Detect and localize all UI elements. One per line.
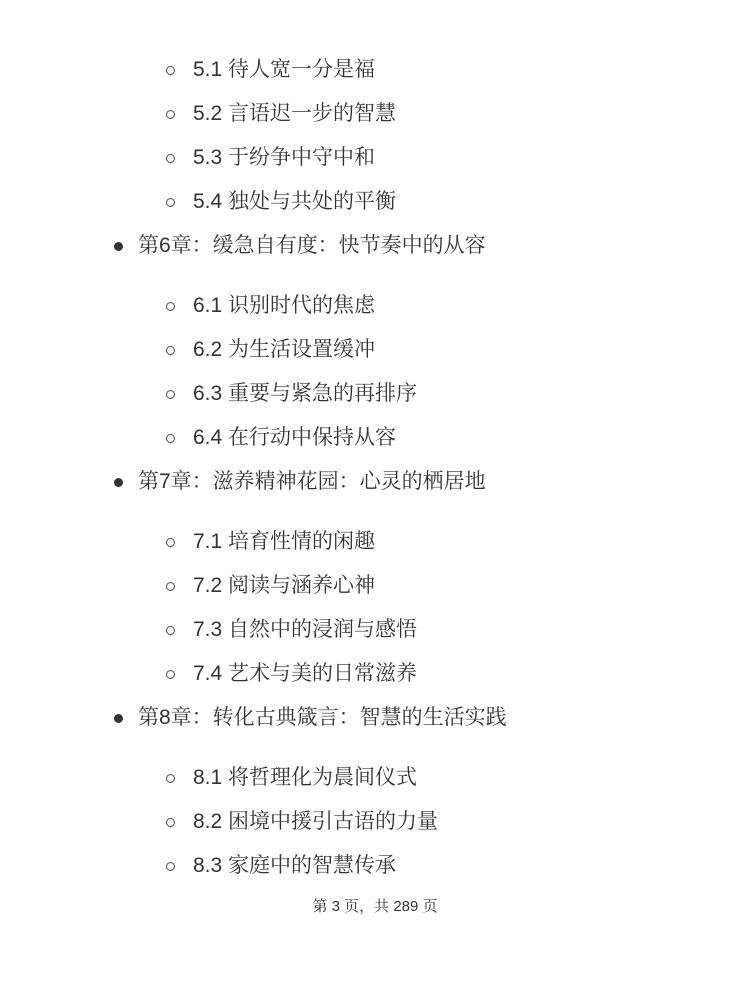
toc-subitem-label: 7.2 阅读与涵养心神: [193, 574, 376, 597]
page-indicator: 第 3 页，共 289 页: [312, 898, 438, 915]
chapter-subitem-list: [0, 292, 750, 452]
chapter-subitem-list: [0, 528, 750, 688]
circle-bullet-icon: [166, 302, 175, 311]
chapter-title: 第8章：转化古典箴言：智慧的生活实践: [138, 706, 507, 729]
toc-subitem: [0, 764, 750, 792]
circle-bullet-icon: [166, 670, 175, 679]
toc-subitem-label: 5.1 待人宽一分是福: [193, 58, 376, 81]
toc-subitem-label: 8.3 家庭中的智慧传承: [193, 854, 397, 877]
toc-subitem: [0, 188, 750, 216]
toc-subitem: [0, 424, 750, 452]
toc-subitem-label: 6.1 识别时代的焦虑: [193, 294, 376, 317]
toc-subitem: [0, 144, 750, 172]
toc-subitem-label: 8.1 将哲理化为晨间仪式: [193, 766, 418, 789]
toc-subitem-label: 6.3 重要与紧急的再排序: [193, 382, 418, 405]
circle-bullet-icon: [166, 538, 175, 547]
toc-subitem-label: 5.3 于纷争中守中和: [193, 146, 376, 169]
toc-chapter: [0, 468, 750, 688]
toc-subitem: [0, 572, 750, 600]
circle-bullet-icon: [166, 154, 175, 163]
disc-bullet-icon: [114, 242, 123, 251]
chapter-heading: [0, 704, 750, 732]
chapter-heading: [0, 232, 750, 260]
circle-bullet-icon: [166, 862, 175, 871]
circle-bullet-icon: [166, 198, 175, 207]
toc-subitem: [0, 528, 750, 556]
toc-chapter: [0, 232, 750, 452]
toc-chapter: [0, 704, 750, 880]
toc-subitem: [0, 616, 750, 644]
toc-subitem: [0, 336, 750, 364]
toc-subitem: [0, 292, 750, 320]
circle-bullet-icon: [166, 110, 175, 119]
toc-subitem: [0, 100, 750, 128]
toc-subitem: [0, 380, 750, 408]
circle-bullet-icon: [166, 626, 175, 635]
chapter-5-subitem-list: [0, 56, 750, 216]
circle-bullet-icon: [166, 774, 175, 783]
circle-bullet-icon: [166, 434, 175, 443]
circle-bullet-icon: [166, 66, 175, 75]
toc-subitem: [0, 56, 750, 84]
toc-subitem-label: 7.4 艺术与美的日常滋养: [193, 662, 418, 685]
disc-bullet-icon: [114, 714, 123, 723]
toc-subitem: [0, 660, 750, 688]
circle-bullet-icon: [166, 390, 175, 399]
chapter-heading: [0, 468, 750, 496]
toc-subitem-label: 5.4 独处与共处的平衡: [193, 190, 397, 213]
toc-subitem-label: 5.2 言语迟一步的智慧: [193, 102, 397, 125]
circle-bullet-icon: [166, 346, 175, 355]
toc-subitem-label: 7.1 培育性情的闲趣: [193, 530, 376, 553]
circle-bullet-icon: [166, 818, 175, 827]
toc-subitem: [0, 852, 750, 880]
toc-subitem: [0, 808, 750, 836]
toc-subitem-label: 7.3 自然中的浸润与感悟: [193, 618, 418, 641]
toc-subitem-label: 6.4 在行动中保持从容: [193, 426, 397, 449]
disc-bullet-icon: [114, 478, 123, 487]
toc-subitem-label: 8.2 困境中援引古语的力量: [193, 810, 439, 833]
chapter-subitem-list: [0, 764, 750, 880]
circle-bullet-icon: [166, 582, 175, 591]
chapter-title: 第7章：滋养精神花园：心灵的栖居地: [138, 470, 486, 493]
chapter-title: 第6章：缓急自有度：快节奏中的从容: [138, 234, 486, 257]
toc-subitem-label: 6.2 为生活设置缓冲: [193, 338, 376, 361]
